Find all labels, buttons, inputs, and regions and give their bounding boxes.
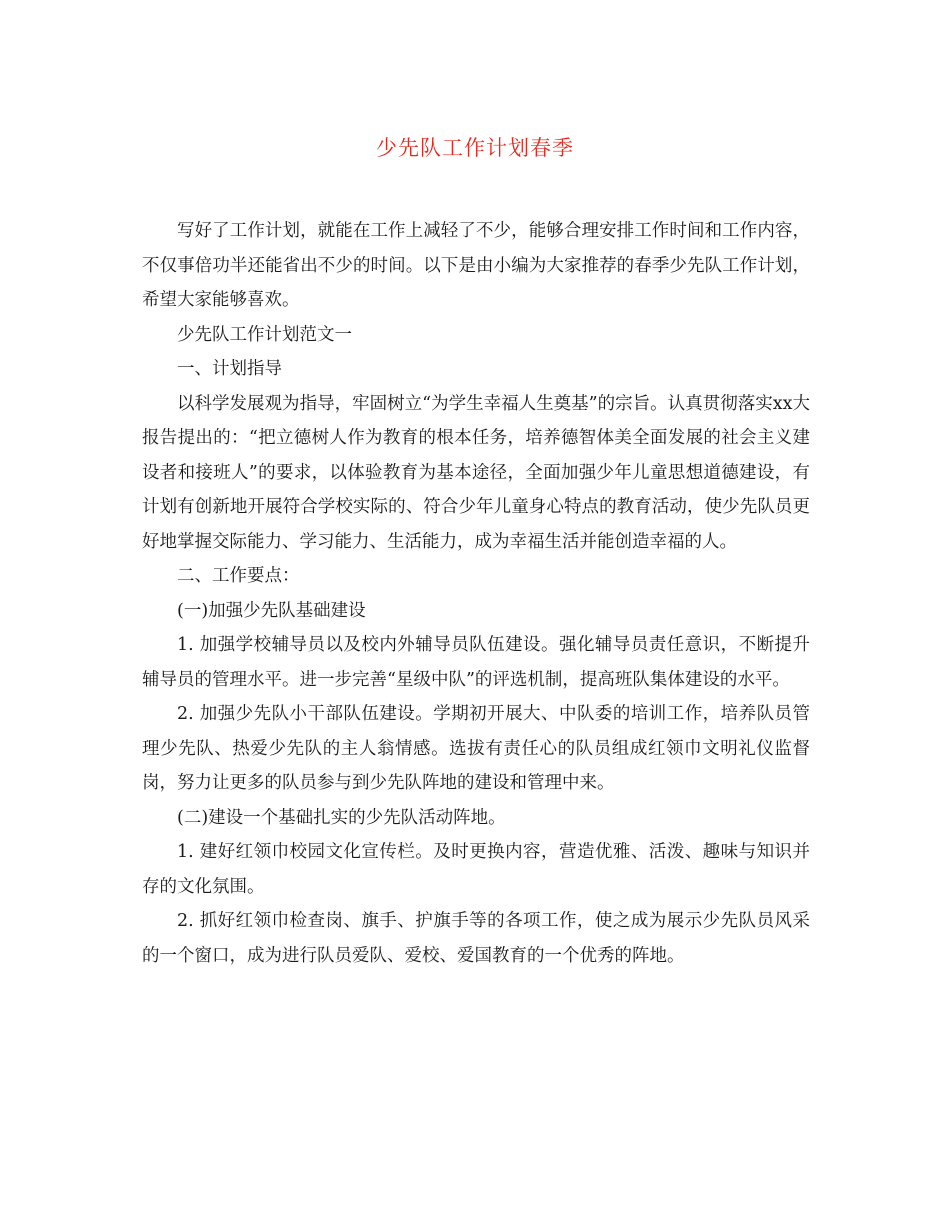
paragraph-item-2-1: 1. 建好红领巾校园文化宣传栏。及时更换内容，营造优雅、活泼、趣味与知识并存的文化氛围。	[142, 842, 810, 897]
paragraph-item-1-1: 1. 加强学校辅导员以及校内外辅导员队伍建设。强化辅导员责任意识，不断提升辅导员的管理水平。进一步完善“星级中队”的评选机制，提高班队集体建设的水平。	[142, 635, 810, 690]
paragraph-item-2-2: 2. 抓好红领巾检查岗、旗手、护旗手等的各项工作，使之成为展示少先队员风采的一个窗口，成为进行队员爱队、爱校、爱国教育的一个优秀的阵地。	[142, 911, 810, 966]
paragraph-sample-heading: 少先队工作计划范文一	[177, 324, 352, 345]
paragraph-intro: 写好了工作计划，就能在工作上减轻了不少，能够合理安排工作时间和工作内容，不仅事倍功半还能省出不少的时间。以下是由小编为大家推荐的春季少先队工作计划，希望大家能够喜欢。	[142, 221, 810, 310]
paragraph-subsection-1-heading: (一)加强少先队基础建设	[177, 600, 366, 621]
paragraph-item-1-2: 2. 加强少先队小干部队伍建设。学期初开展大、中队委的培训工作，培养队员管理少先队、热爱少先队的主人翁情感。选拔有责任心的队员组成红领巾文明礼仪监督岗，努力让更多的队员参与到少先队阵地的建设和管理中来。	[142, 704, 810, 793]
document-body	[142, 214, 810, 973]
paragraph-section-2-heading: 二、工作要点：	[177, 566, 300, 586]
paragraph-subsection-2-heading: (二)建设一个基础扎实的少先队活动阵地。	[177, 807, 506, 828]
paragraph-section-1-heading: 一、计划指导	[177, 359, 282, 379]
paragraph-guidance: 以科学发展观为指导，牢固树立“为学生幸福人生奠基”的宗旨。认真贯彻落实xx大报告提出的：“把立德树人作为教育的根本任务，培养德智体美全面发展的社会主义建设者和接班人”的要求，以体验教育为基本途径，全面加强少年儿童思想道德建设，有计划有创新地开展符合学校实际的、符合少年儿童身心特点的教育活动，使少先队员更好地掌握交际能力、学习能力、生活能力，成为幸福生活并能创造幸福的人。	[142, 393, 810, 552]
document-title: 少先队工作计划春季	[376, 136, 574, 160]
